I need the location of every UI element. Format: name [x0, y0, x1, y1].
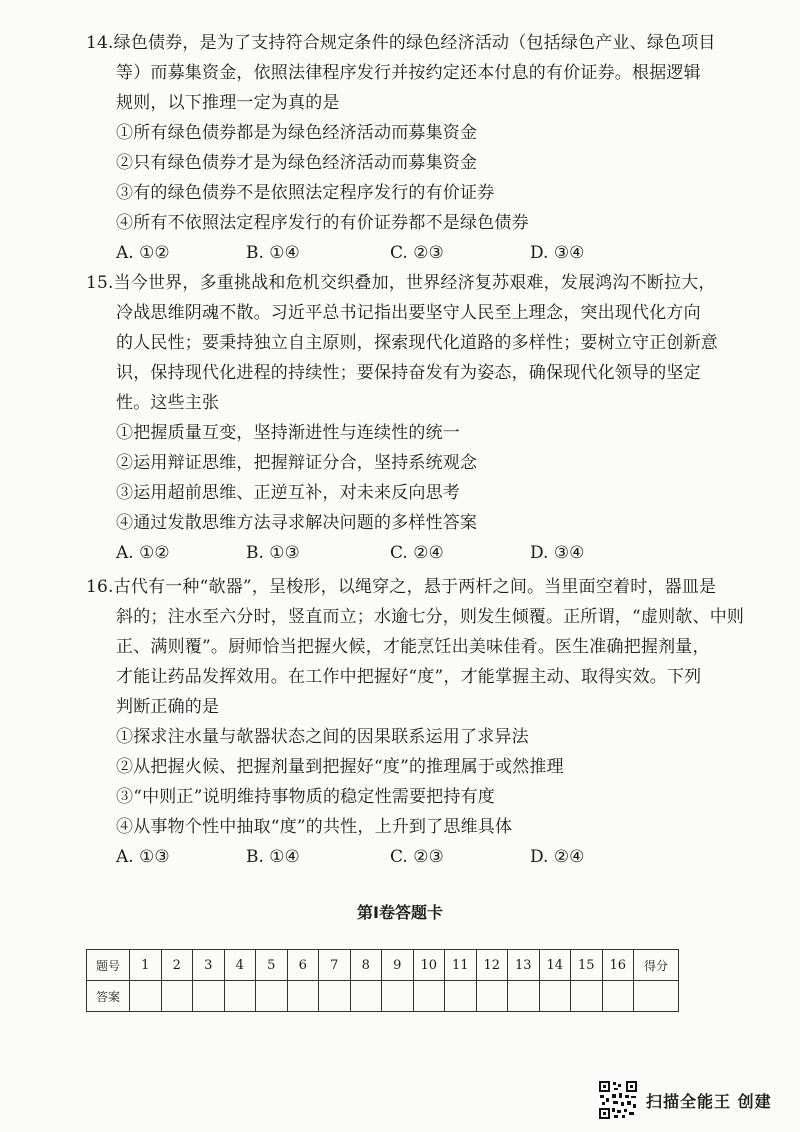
score-cell[interactable]: [634, 981, 679, 1012]
statement-option: ③有的绿色债券不是依照法定程序发行的有价证券: [116, 183, 495, 203]
question-stem-line: 才能让药品发挥效用。在工作中把握好“度”，才能掌握主动、取得实效。下列: [116, 667, 702, 687]
question-stem-line: 14.绿色债券，是为了支持符合规定条件的绿色经济活动（包括绿色产业、绿色项目: [86, 33, 716, 53]
question-number-cell: 16: [602, 950, 634, 981]
question-16: [86, 572, 745, 872]
statement-option: ④从事物个性中抽取“度”的共性，上升到了思维具体: [116, 817, 513, 837]
question-number-cell: 1: [130, 950, 162, 981]
answer-cell[interactable]: [193, 981, 225, 1012]
question-stem-line: 等）而募集资金，依照法律程序发行并按约定还本付息的有价证券。根据逻辑: [116, 63, 701, 83]
answer-cell[interactable]: [130, 981, 162, 1012]
answer-choices: [88, 842, 698, 872]
choice-a: A. ①②: [116, 243, 170, 263]
answer-cell[interactable]: [413, 981, 445, 1012]
question-stem-line: 16.古代有一种“欹器”，呈梭形，以绳穿之，悬于两杆之间。当里面空着时，器皿是: [86, 577, 717, 597]
question-stem-line: 冷战思维阴魂不散。习近平总书记指出要坚守人民至上理念，突出现代化方向: [116, 303, 701, 323]
question-stem-line: 正、满则覆”。厨师恰当把握火候，才能烹饪出美味佳肴。医生准确把握剂量，: [116, 637, 710, 657]
question-number-cell: 13: [508, 950, 540, 981]
question-stem-line: 斜的；注水至六分时，竖直而立；水逾七分，则发生倾覆。正所谓，“虚则欹、中则: [116, 607, 745, 627]
question-stem-line: 性。这些主张: [116, 393, 220, 413]
scanner-watermark: [598, 1080, 772, 1120]
statement-option: ①探求注水量与欹器状态之间的因果联系运用了求异法: [116, 727, 529, 747]
answer-choices: [88, 538, 698, 568]
choice-a: A. ①③: [116, 847, 170, 867]
statement-option: ④所有不依照法定程序发行的有价证券都不是绿色债券: [116, 213, 529, 233]
statement-option: ①把握质量互变，坚持渐进性与连续性的统一: [116, 423, 460, 443]
question-15: [86, 268, 718, 568]
answer-cell[interactable]: [508, 981, 540, 1012]
answer-cell[interactable]: [539, 981, 571, 1012]
answer-card-table: [86, 949, 679, 1012]
answer-cell[interactable]: [224, 981, 256, 1012]
question-14: [86, 28, 716, 268]
answer-cell[interactable]: [571, 981, 603, 1012]
question-number-cell: 8: [350, 950, 382, 981]
answer-cell[interactable]: [602, 981, 634, 1012]
answer-cell[interactable]: [256, 981, 288, 1012]
question-stem-line: 判断正确的是: [116, 697, 220, 717]
question-number-cell: 7: [319, 950, 351, 981]
table-row: [87, 981, 679, 1012]
choice-d: D. ②④: [530, 847, 585, 867]
question-stem-line: 规则，以下推理一定为真的是: [116, 93, 340, 113]
question-number-cell: 5: [256, 950, 288, 981]
choice-b: B. ①④: [246, 243, 300, 263]
question-number-cell: 4: [224, 950, 256, 981]
question-stem-line: 识，保持现代化进程的持续性；要保持奋发有为姿态，确保现代化领导的坚定: [116, 363, 701, 383]
answer-cell[interactable]: [350, 981, 382, 1012]
answer-cell[interactable]: [445, 981, 477, 1012]
statement-option: ④通过发散思维方法寻求解决问题的多样性答案: [116, 513, 478, 533]
choice-c: C. ②③: [390, 243, 444, 263]
choice-c: C. ②④: [390, 543, 444, 563]
answer-cell[interactable]: [287, 981, 319, 1012]
row-label: 题号: [87, 950, 130, 981]
choice-b: B. ①④: [246, 847, 300, 867]
question-number-cell: 14: [539, 950, 571, 981]
choice-b: B. ①③: [246, 543, 300, 563]
question-number-cell: 2: [161, 950, 193, 981]
row-label: 答案: [87, 981, 130, 1012]
answer-cell[interactable]: [382, 981, 414, 1012]
statement-option: ②从把握火候、把握剂量到把握好“度”的推理属于或然推理: [116, 757, 564, 777]
question-number-cell: 6: [287, 950, 319, 981]
question-number-cell: 11: [445, 950, 477, 981]
answer-cell[interactable]: [161, 981, 193, 1012]
statement-option: ②只有绿色债券才是为绿色经济活动而募集资金: [116, 153, 478, 173]
statement-option: ③“中则正”说明维持事物质的稳定性需要把持有度: [116, 787, 495, 807]
scanner-app-label: 扫描全能王 创建: [646, 1091, 772, 1111]
question-number-cell: 15: [571, 950, 603, 981]
question-number-cell: 10: [413, 950, 445, 981]
table-row: [87, 950, 679, 981]
answer-choices: [88, 238, 698, 268]
statement-option: ②运用辩证思维，把握辩证分合，坚持系统观念: [116, 453, 478, 473]
answer-cell[interactable]: [476, 981, 508, 1012]
question-stem-line: 的人民性；要秉持独立自主原则，探索现代化道路的多样性；要树立守正创新意: [116, 333, 718, 353]
statement-option: ①所有绿色债券都是为绿色经济活动而募集资金: [116, 123, 478, 143]
answer-cell[interactable]: [319, 981, 351, 1012]
question-number-cell: 12: [476, 950, 508, 981]
question-number-cell: 3: [193, 950, 225, 981]
choice-d: D. ③④: [530, 543, 585, 563]
statement-option: ③运用超前思维、正逆互补，对未来反向思考: [116, 483, 460, 503]
question-stem-line: 15.当今世界，多重挑战和危机交织叠加，世界经济复苏艰难，发展鸿沟不断拉大，: [86, 273, 716, 293]
score-label: 得分: [634, 950, 679, 981]
question-number-cell: 9: [382, 950, 414, 981]
answer-card-title: 第Ⅰ卷答题卡: [357, 903, 443, 922]
choice-a: A. ①②: [116, 543, 170, 563]
choice-d: D. ③④: [530, 243, 585, 263]
qr-code-icon: [598, 1080, 638, 1120]
choice-c: C. ②③: [390, 847, 444, 867]
